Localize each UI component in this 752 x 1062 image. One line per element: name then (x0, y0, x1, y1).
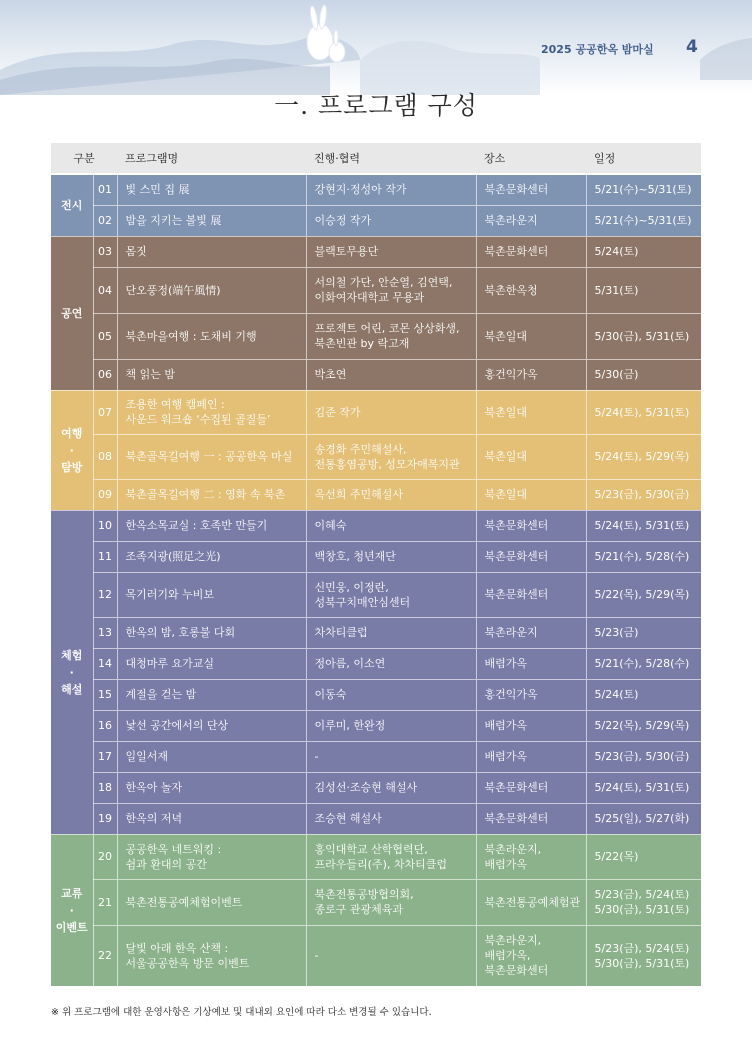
program-name-cell (117, 205, 306, 236)
schedule-cell (586, 679, 701, 710)
category-label: 체험 (61, 648, 83, 662)
schedule-line: 5/24(토) (594, 688, 639, 701)
column-header-program: 프로그램명 (117, 143, 306, 174)
schedule-line: 5/25(일), 5/27(화) (594, 812, 690, 825)
row-number: 06 (93, 359, 117, 390)
row-number: 21 (93, 879, 117, 925)
header-title: 2025 공공한옥 밤마실 (541, 43, 654, 56)
place-cell (476, 879, 586, 925)
place-cell (476, 925, 586, 986)
program-name-cell (117, 572, 306, 617)
place-cell (476, 359, 586, 390)
partner-cell (306, 267, 476, 313)
schedule-line: 5/21(수), 5/28(수) (594, 657, 690, 670)
program-name-line: 한옥소목교실 : 호족반 만들기 (125, 519, 268, 532)
schedule-cell (586, 741, 701, 772)
schedule-line: 5/23(금), 5/24(토) (594, 941, 690, 955)
partner-cell (306, 710, 476, 741)
program-name-cell (117, 679, 306, 710)
program-name-cell (117, 617, 306, 648)
place-line: 북촌문화센터 (484, 588, 549, 601)
row-number: 13 (93, 617, 117, 648)
table-row (51, 834, 701, 879)
schedule-line: 5/22(목) (594, 850, 639, 863)
partner-line: 이화여자대학교 무용과 (314, 291, 425, 304)
program-name-line: 한옥의 밤, 호롱불 다회 (125, 626, 236, 639)
schedule-cell (586, 803, 701, 834)
program-name-line: 밤을 지키는 볼빛 展 (125, 214, 222, 227)
partner-line: 박초연 (314, 368, 347, 381)
program-name-line: 쉼과 환대의 공간 (125, 857, 207, 871)
schedule-line: 5/23(금), 5/24(토) (594, 888, 690, 901)
table-row (51, 359, 701, 390)
category-label: 탐방 (61, 460, 83, 474)
place-line: 배렴가옥, (484, 949, 531, 962)
category-label: · (69, 443, 74, 457)
row-number: 09 (93, 479, 117, 510)
table-row (51, 803, 701, 834)
column-header-partner: 진행·협력 (306, 143, 476, 174)
program-name-line: 북촌마을여행 : 도채비 기행 (125, 329, 257, 343)
row-number: 12 (93, 572, 117, 617)
place-line: 북촌일대 (484, 488, 528, 501)
program-table (51, 143, 701, 987)
category-label: 공연 (61, 306, 83, 320)
program-name-cell (117, 834, 306, 879)
place-line: 북촌문화센터 (484, 550, 549, 563)
schedule-line: 5/24(토), 5/31(토) (594, 405, 690, 419)
place-line: 북촌문화센터 (484, 245, 549, 258)
schedule-line: 5/22(목), 5/29(목) (594, 719, 690, 732)
partner-line: 김성선·조승현 해설사 (314, 781, 418, 794)
partner-line: 이승정 작가 (314, 214, 372, 227)
place-cell (476, 479, 586, 510)
schedule-line: 5/24(토), 5/29(목) (594, 450, 690, 463)
column-header-category: 구분 (51, 143, 117, 174)
partner-line: 차차티클럽 (314, 626, 368, 639)
schedule-line: 5/24(토) (594, 245, 639, 258)
partner-cell (306, 205, 476, 236)
schedule-line: 5/24(토), 5/31(토) (594, 519, 690, 532)
partner-line: 이루미, 한완정 (314, 719, 386, 732)
schedule-line: 5/23(금), 5/30(금) (594, 488, 690, 501)
schedule-cell (586, 541, 701, 572)
place-line: 배렴가옥 (484, 750, 528, 763)
program-name-line: 조용한 여행 캠페인 : (125, 398, 225, 411)
table-row (51, 741, 701, 772)
row-number: 22 (93, 925, 117, 986)
partner-line: 백창호, 청년재단 (314, 550, 396, 563)
row-number: 15 (93, 679, 117, 710)
place-cell (476, 236, 586, 267)
table-row (51, 772, 701, 803)
table-row (51, 572, 701, 617)
partner-line: 서의철 가단, 안순열, 김연택, (314, 276, 453, 289)
category-label: 여행 (61, 426, 83, 440)
category-cell (51, 174, 93, 236)
partner-line: 북촌빈관 by 락고재 (314, 337, 410, 350)
category-cell (51, 510, 93, 834)
row-number: 05 (93, 313, 117, 359)
place-cell (476, 205, 586, 236)
place-cell (476, 541, 586, 572)
program-name-cell (117, 510, 306, 541)
table-header-row (51, 143, 701, 174)
program-name-line: 북촌골목길여행 一 : 공공한옥 마실 (125, 450, 293, 463)
category-label: 이벤트 (55, 920, 88, 934)
table-row (51, 648, 701, 679)
schedule-line: 5/22(목), 5/29(목) (594, 588, 690, 601)
row-number: 01 (93, 174, 117, 205)
table-row (51, 390, 701, 434)
program-name-cell (117, 267, 306, 313)
schedule-cell (586, 390, 701, 434)
schedule-line: 5/30(금), 5/31(토) (594, 956, 690, 970)
table-row (51, 925, 701, 986)
partner-line: 홍익대학교 산학협력단, (314, 842, 428, 856)
schedule-cell (586, 267, 701, 313)
partner-cell (306, 803, 476, 834)
place-line: 북촌문화센터 (484, 812, 549, 825)
program-name-line: 단오풍정(端午風情) (125, 283, 221, 297)
program-name-cell (117, 479, 306, 510)
partner-line: 김준 작가 (314, 405, 361, 419)
table-row (51, 313, 701, 359)
schedule-cell (586, 572, 701, 617)
place-line: 북촌라운지 (484, 626, 538, 639)
partner-line: 송경화 주민해설사, (314, 442, 407, 456)
partner-cell (306, 434, 476, 479)
table-row (51, 479, 701, 510)
place-cell (476, 174, 586, 205)
partner-line: 이동숙 (314, 688, 347, 701)
footnote: ※ 위 프로그램에 대한 운영사항은 기상예보 및 대내외 요인에 따라 다소 변경될 수 있습니다. (51, 1007, 432, 1018)
schedule-line: 5/21(수)~5/31(토) (594, 214, 692, 227)
partner-cell (306, 925, 476, 986)
row-number: 19 (93, 803, 117, 834)
table-row (51, 879, 701, 925)
place-line: 북촌문화센터 (484, 781, 549, 794)
program-name-line: 빛 스민 집 展 (125, 183, 190, 197)
schedule-cell (586, 617, 701, 648)
schedule-line: 5/30(금) (594, 368, 639, 381)
row-number: 18 (93, 772, 117, 803)
partner-cell (306, 772, 476, 803)
schedule-cell (586, 925, 701, 986)
table-row (51, 236, 701, 267)
table-row (51, 541, 701, 572)
schedule-cell (586, 648, 701, 679)
place-line: 북촌라운지, (484, 842, 542, 856)
partner-line: 이혜숙 (314, 519, 347, 532)
place-cell (476, 313, 586, 359)
category-cell (51, 236, 93, 390)
row-number: 20 (93, 834, 117, 879)
schedule-cell (586, 710, 701, 741)
row-number: 08 (93, 434, 117, 479)
program-name-line: 북촌전통공예체험이벤트 (125, 895, 243, 909)
program-name-line: 한옥아 놀자 (125, 781, 183, 794)
program-name-line: 북촌골목길여행 二 : 영화 속 북촌 (125, 488, 286, 501)
place-line: 북촌한옥청 (484, 283, 538, 297)
row-number: 11 (93, 541, 117, 572)
table-row (51, 434, 701, 479)
partner-cell (306, 679, 476, 710)
place-cell (476, 510, 586, 541)
place-cell (476, 434, 586, 479)
place-line: 홍건익가옥 (484, 688, 538, 701)
place-line: 북촌일대 (484, 450, 528, 463)
place-line: 북촌일대 (484, 405, 528, 419)
schedule-cell (586, 772, 701, 803)
category-label: · (69, 903, 74, 917)
table-row (51, 679, 701, 710)
program-name-cell (117, 174, 306, 205)
schedule-cell (586, 236, 701, 267)
program-name-cell (117, 648, 306, 679)
category-label: 교류 (61, 886, 83, 900)
place-line: 북촌문화센터 (484, 183, 549, 197)
program-name-line: 낯선 공간에서의 단상 (125, 719, 229, 732)
program-name-cell (117, 390, 306, 434)
schedule-cell (586, 174, 701, 205)
partner-line: 성북구치매안심센터 (314, 595, 411, 609)
program-name-cell (117, 541, 306, 572)
section-title: 一. 프로그램 구성 (274, 91, 478, 120)
category-label: 해설 (61, 682, 83, 696)
place-line: 북촌라운지 (484, 214, 538, 227)
program-name-line: 대청마루 요가교실 (125, 657, 215, 670)
program-name-line: 조족지광(照足之光) (125, 550, 221, 563)
partner-cell (306, 741, 476, 772)
place-line: 북촌전통공예체험관 (484, 895, 581, 909)
schedule-line: 5/30(금), 5/31(토) (594, 903, 690, 916)
category-cell (51, 390, 93, 510)
partner-line: 신민웅, 이정란, (314, 580, 389, 594)
partner-cell (306, 648, 476, 679)
partner-cell (306, 390, 476, 434)
partner-cell (306, 572, 476, 617)
schedule-cell (586, 479, 701, 510)
schedule-line: 5/23(금), 5/30(금) (594, 750, 690, 763)
place-cell (476, 710, 586, 741)
table-row (51, 174, 701, 205)
row-number: 07 (93, 390, 117, 434)
place-line: 배렴가옥 (484, 657, 528, 670)
program-name-line: 서울공공한옥 방문 이벤트 (125, 956, 250, 970)
place-line: 북촌라운지, (484, 934, 542, 947)
schedule-cell (586, 834, 701, 879)
column-header-schedule: 일정 (586, 143, 701, 174)
program-name-cell (117, 741, 306, 772)
table-row (51, 710, 701, 741)
category-label: 전시 (61, 198, 83, 212)
place-cell (476, 772, 586, 803)
program-name-cell (117, 313, 306, 359)
program-name-cell (117, 236, 306, 267)
schedule-cell (586, 434, 701, 479)
table-row (51, 267, 701, 313)
partner-cell (306, 236, 476, 267)
table-row (51, 510, 701, 541)
schedule-cell (586, 205, 701, 236)
category-label: · (69, 665, 74, 679)
place-line: 배렴가옥 (484, 857, 528, 871)
partner-cell (306, 879, 476, 925)
place-cell (476, 572, 586, 617)
place-line: 홍건익가옥 (484, 368, 538, 381)
schedule-line: 5/23(금) (594, 626, 639, 639)
partner-line: 정아름, 이소연 (314, 657, 386, 670)
column-header-place: 장소 (476, 143, 586, 174)
place-cell (476, 617, 586, 648)
partner-cell (306, 834, 476, 879)
place-line: 북촌문화센터 (484, 964, 549, 977)
program-name-cell (117, 772, 306, 803)
partner-line: 조승현 해설사 (314, 812, 382, 825)
row-number: 10 (93, 510, 117, 541)
program-name-cell (117, 434, 306, 479)
program-name-cell (117, 925, 306, 986)
partner-line: 강현지·정성아 작가 (314, 183, 407, 197)
program-name-line: 책 읽는 밤 (125, 368, 176, 381)
place-cell (476, 741, 586, 772)
schedule-cell (586, 510, 701, 541)
program-name-line: 달빛 아래 한옥 산책 : (125, 941, 229, 955)
place-cell (476, 679, 586, 710)
program-name-line: 계절을 걷는 밤 (125, 688, 197, 701)
program-name-cell (117, 710, 306, 741)
schedule-cell (586, 879, 701, 925)
partner-cell (306, 174, 476, 205)
partner-line: 전통홍염공방, 성모자애복지관 (314, 457, 460, 471)
schedule-line: 5/21(수), 5/28(수) (594, 550, 690, 563)
partner-cell (306, 617, 476, 648)
table-row (51, 617, 701, 648)
program-name-line: 일일서재 (125, 750, 169, 763)
row-number: 04 (93, 267, 117, 313)
program-name-cell (117, 879, 306, 925)
partner-cell (306, 313, 476, 359)
schedule-cell (586, 313, 701, 359)
place-cell (476, 803, 586, 834)
schedule-line: 5/30(금), 5/31(토) (594, 329, 690, 343)
program-name-line: 공공한옥 네트워킹 : (125, 842, 222, 856)
row-number: 03 (93, 236, 117, 267)
partner-cell (306, 359, 476, 390)
page-number: 4 (686, 37, 698, 57)
table-row (51, 205, 701, 236)
row-number: 16 (93, 710, 117, 741)
category-cell (51, 834, 93, 986)
row-number: 17 (93, 741, 117, 772)
program-name-line: 목기러기와 누비보 (125, 588, 215, 601)
schedule-cell (586, 359, 701, 390)
schedule-line: 5/31(토) (594, 283, 639, 297)
place-line: 북촌문화센터 (484, 519, 549, 532)
partner-cell (306, 479, 476, 510)
schedule-line: 5/24(토), 5/31(토) (594, 781, 690, 794)
table-body (51, 174, 701, 986)
row-number: 14 (93, 648, 117, 679)
partner-line: 북촌전통공방협의회, (314, 888, 414, 901)
place-line: 북촌일대 (484, 329, 528, 343)
partner-line: 프로젝트 어린, 코몬 상상화생, (314, 322, 460, 335)
partner-line: 프라우들리(주), 차차티클럽 (314, 857, 447, 871)
partner-line: 블랙토무용단 (314, 245, 379, 258)
partner-cell (306, 541, 476, 572)
place-cell (476, 390, 586, 434)
place-cell (476, 834, 586, 879)
program-name-cell (117, 803, 306, 834)
partner-line: - (314, 750, 319, 763)
schedule-line: 5/21(수)~5/31(토) (594, 183, 692, 197)
program-name-line: 사운드 워크숍 ‘수집된 골질들’ (125, 413, 271, 426)
program-name-line: 한옥의 저녁 (125, 812, 183, 825)
partner-line: 종로구 관광체육과 (314, 903, 404, 916)
place-cell (476, 267, 586, 313)
program-name-cell (117, 359, 306, 390)
row-number: 02 (93, 205, 117, 236)
program-name-line: 몸짓 (125, 245, 147, 258)
partner-line: 옥선희 주민해설사 (314, 488, 404, 501)
place-cell (476, 648, 586, 679)
partner-cell (306, 510, 476, 541)
partner-line: - (314, 949, 319, 962)
place-line: 배렴가옥 (484, 719, 528, 732)
